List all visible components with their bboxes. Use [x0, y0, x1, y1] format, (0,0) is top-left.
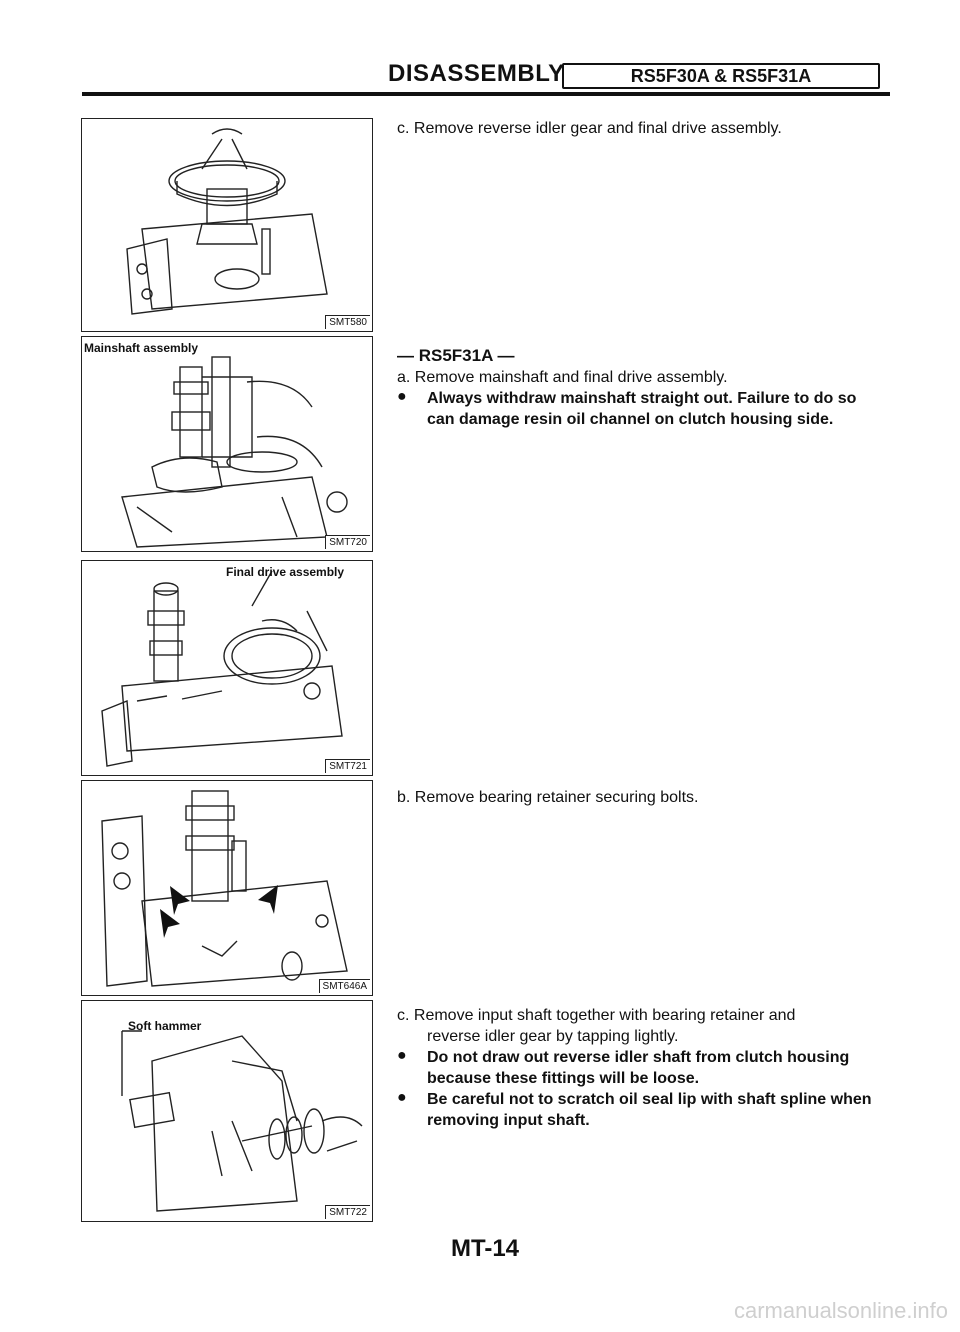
illustration-mainshaft-removal: [82, 337, 372, 551]
step-a-remove-mainshaft: a. Remove mainshaft and final drive assembly.: [397, 369, 728, 386]
figure-code: SMT722: [325, 1205, 370, 1219]
step-c-remove-reverse-idler: c. Remove reverse idler gear and final drive assembly.: [397, 120, 782, 137]
figure-smt721: [81, 560, 373, 776]
bullet-icon: ●: [397, 1047, 407, 1064]
warning-c2-line1: Be careful not to scratch oil seal lip with shaft spline when: [427, 1091, 872, 1108]
model-badge: RS5F30A & RS5F31A: [562, 63, 880, 89]
illustration-bearing-retainer-bolts: [82, 781, 372, 995]
figure-smt580: [81, 118, 373, 332]
warning-c2-line2: removing input shaft.: [427, 1112, 590, 1129]
page-number: MT-14: [451, 1235, 520, 1262]
warning-a-line1: Always withdraw mainshaft straight out. Failure to do so: [427, 390, 857, 407]
header-rule: [82, 92, 890, 96]
figure-code: SMT721: [325, 759, 370, 773]
figure-code: SMT646A: [319, 979, 370, 993]
figure-smt720: [81, 336, 373, 552]
section-heading-rs5f31a: — RS5F31A —: [397, 346, 515, 365]
illustration-soft-hammer-input-shaft: [82, 1001, 372, 1221]
figure-smt646a: [81, 780, 373, 996]
warning-c1-line1: Do not draw out reverse idler shaft from clutch housing: [427, 1049, 850, 1066]
callout-soft-hammer: Soft hammer: [128, 1019, 202, 1033]
bullet-icon: ●: [397, 388, 407, 405]
page-title: DISASSEMBLY: [388, 60, 565, 87]
illustration-final-drive-removal: [82, 561, 372, 775]
illustration-final-drive-lift: [82, 119, 372, 331]
figure-smt722: [81, 1000, 373, 1222]
step-b-remove-bolts: b. Remove bearing retainer securing bolts.: [397, 789, 699, 806]
bullet-icon: ●: [397, 1089, 407, 1106]
callout-mainshaft: Mainshaft assembly: [84, 341, 199, 355]
warning-a-line2: can damage resin oil channel on clutch housing side.: [427, 411, 834, 428]
callout-final-drive: Final drive assembly: [226, 565, 345, 579]
figure-code: SMT580: [325, 315, 370, 329]
step-c-remove-input-shaft-line1: c. Remove input shaft together with bearing retainer and: [397, 1007, 796, 1024]
watermark-text: carmanualsonline.info: [733, 1298, 948, 1323]
figure-code: SMT720: [325, 535, 370, 549]
step-c-remove-input-shaft-line2: reverse idler gear by tapping lightly.: [427, 1028, 679, 1045]
warning-c1-line2: because these fittings will be loose.: [427, 1070, 700, 1087]
